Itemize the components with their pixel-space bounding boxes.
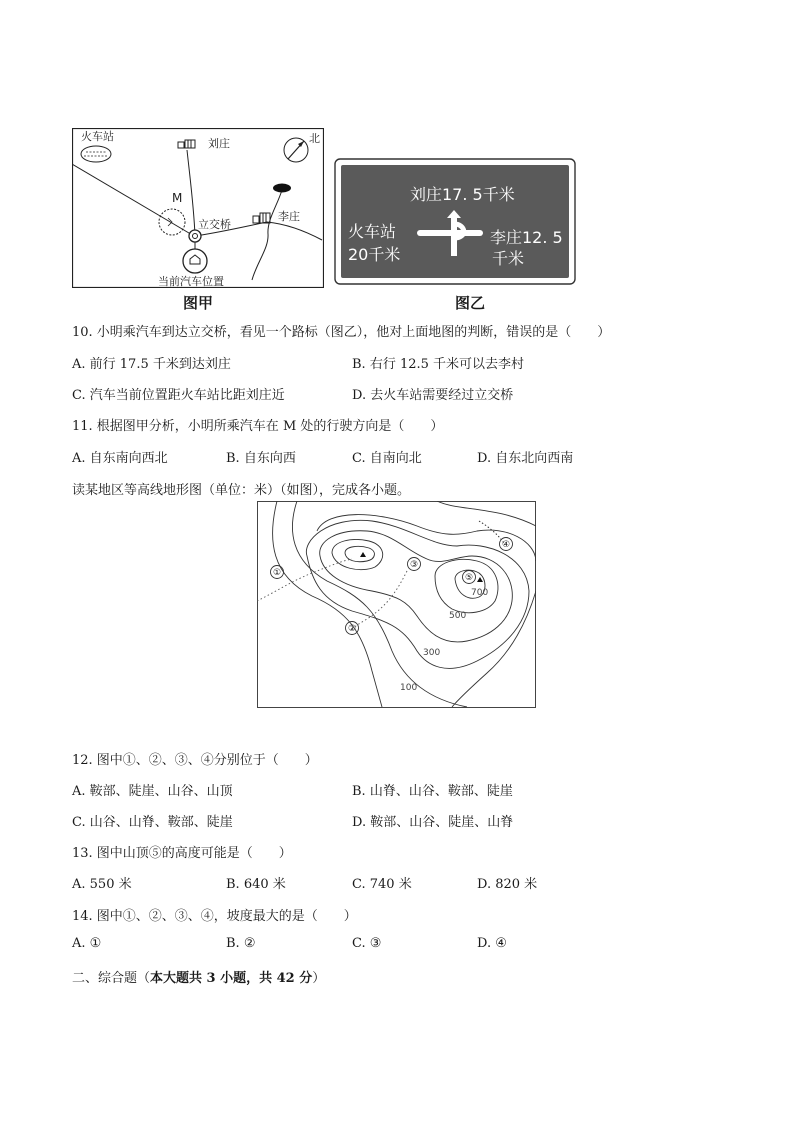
question-12-stem: 12. 图中①、②、③、④分别位于（ ） bbox=[72, 753, 318, 768]
q12-option-b: B. 山脊、山谷、鞍部、陡崖 bbox=[352, 784, 513, 799]
sign-lizhuang-distance: 千米 bbox=[492, 249, 525, 268]
q11-option-a: A. 自东南向西北 bbox=[72, 451, 168, 466]
q10-option-d: D. 去火车站需要经过立交桥 bbox=[352, 388, 514, 403]
sign-train-station-name: 火车站 bbox=[348, 222, 397, 241]
q11-option-c: C. 自南向北 bbox=[352, 451, 422, 466]
q14-option-c: C. ③ bbox=[352, 936, 382, 951]
q13-option-b: B. 640 米 bbox=[226, 877, 286, 892]
car-position-icon bbox=[183, 249, 207, 273]
compass-icon bbox=[284, 138, 308, 162]
q10-option-a: A. 前行 17.5 千米到达刘庄 bbox=[72, 357, 231, 372]
contour-intro-text: 读某地区等高线地形图（单位：米）（如图），完成各小题。 bbox=[72, 483, 411, 498]
contour-map bbox=[257, 501, 536, 708]
q10-option-b: B. 右行 12.5 千米可以去李村 bbox=[352, 357, 525, 372]
question-10-stem: 10. 小明乘汽车到达立交桥，看见一个路标（图乙），他对上面地图的判断，错误的是（ ） bbox=[72, 325, 611, 340]
sign-lizhuang-name: 李庄12. 5 bbox=[490, 228, 563, 247]
sign-train-station-distance: 20千米 bbox=[348, 245, 401, 264]
question-13-stem: 13. 图中山顶⑤的高度可能是（ ） bbox=[72, 846, 292, 861]
contour-label-500: 500 bbox=[449, 611, 467, 621]
figure-yi-caption: 图乙 bbox=[455, 294, 486, 312]
point-label-1: ① bbox=[272, 568, 282, 578]
liuzhuang-label: 刘庄 bbox=[208, 137, 230, 150]
m-label: M bbox=[172, 191, 183, 205]
q12-option-a: A. 鞍部、陡崖、山谷、山顶 bbox=[72, 784, 233, 799]
figure-jia-map bbox=[72, 128, 324, 288]
train-station-lake-icon bbox=[81, 146, 111, 162]
contour-label-300: 300 bbox=[423, 648, 441, 658]
section-heading bbox=[72, 967, 325, 986]
point-label-3: ③ bbox=[409, 560, 419, 570]
q14-option-b: B. ② bbox=[226, 936, 256, 951]
q10-option-c: C. 汽车当前位置距火车站比距刘庄近 bbox=[72, 388, 285, 403]
q13-option-c: C. 740 米 bbox=[352, 877, 412, 892]
lizhuang-label: 李庄 bbox=[278, 210, 300, 223]
section-heading-prefix: 二、综合题（ bbox=[72, 971, 151, 986]
q14-option-d: D. ④ bbox=[477, 936, 507, 951]
contour-label-700: 700 bbox=[471, 588, 489, 598]
car-position-label: 当前汽车位置 bbox=[158, 275, 224, 288]
q14-option-a: A. ① bbox=[72, 936, 102, 951]
q13-option-a: A. 550 米 bbox=[72, 877, 132, 892]
point-label-5: ⑤ bbox=[464, 573, 474, 583]
river-source-lake-icon bbox=[273, 184, 291, 193]
point-label-2: ② bbox=[347, 624, 357, 634]
section-heading-bold: 本大题共 3 小题，共 42 分 bbox=[150, 971, 313, 986]
point-label-4: ④ bbox=[501, 540, 511, 550]
contour-label-100: 100 bbox=[400, 683, 418, 693]
train-station-label: 火车站 bbox=[81, 130, 114, 143]
q11-option-b: B. 自东向西 bbox=[226, 451, 296, 466]
figure-jia-caption: 图甲 bbox=[183, 294, 214, 312]
north-label: 北 bbox=[309, 132, 320, 145]
section-heading-suffix: ） bbox=[312, 971, 326, 986]
question-11-stem: 11. 根据图甲分析，小明所乘汽车在 M 处的行驶方向是（ ） bbox=[72, 419, 444, 434]
q12-option-d: D. 鞍部、山谷、陡崖、山脊 bbox=[352, 815, 514, 830]
figure-yi-road-sign bbox=[334, 158, 576, 285]
question-14-stem: 14. 图中①、②、③、④，坡度最大的是（ ） bbox=[72, 909, 357, 924]
q13-option-d: D. 820 米 bbox=[477, 877, 538, 892]
interchange-icon bbox=[189, 230, 201, 242]
q12-option-c: C. 山谷、山脊、鞍部、陡崖 bbox=[72, 815, 233, 830]
q11-option-d: D. 自东北向西南 bbox=[477, 451, 574, 466]
sign-liuzhuang-distance: 刘庄17. 5千米 bbox=[410, 185, 515, 204]
interchange-label: 立交桥 bbox=[198, 218, 231, 231]
